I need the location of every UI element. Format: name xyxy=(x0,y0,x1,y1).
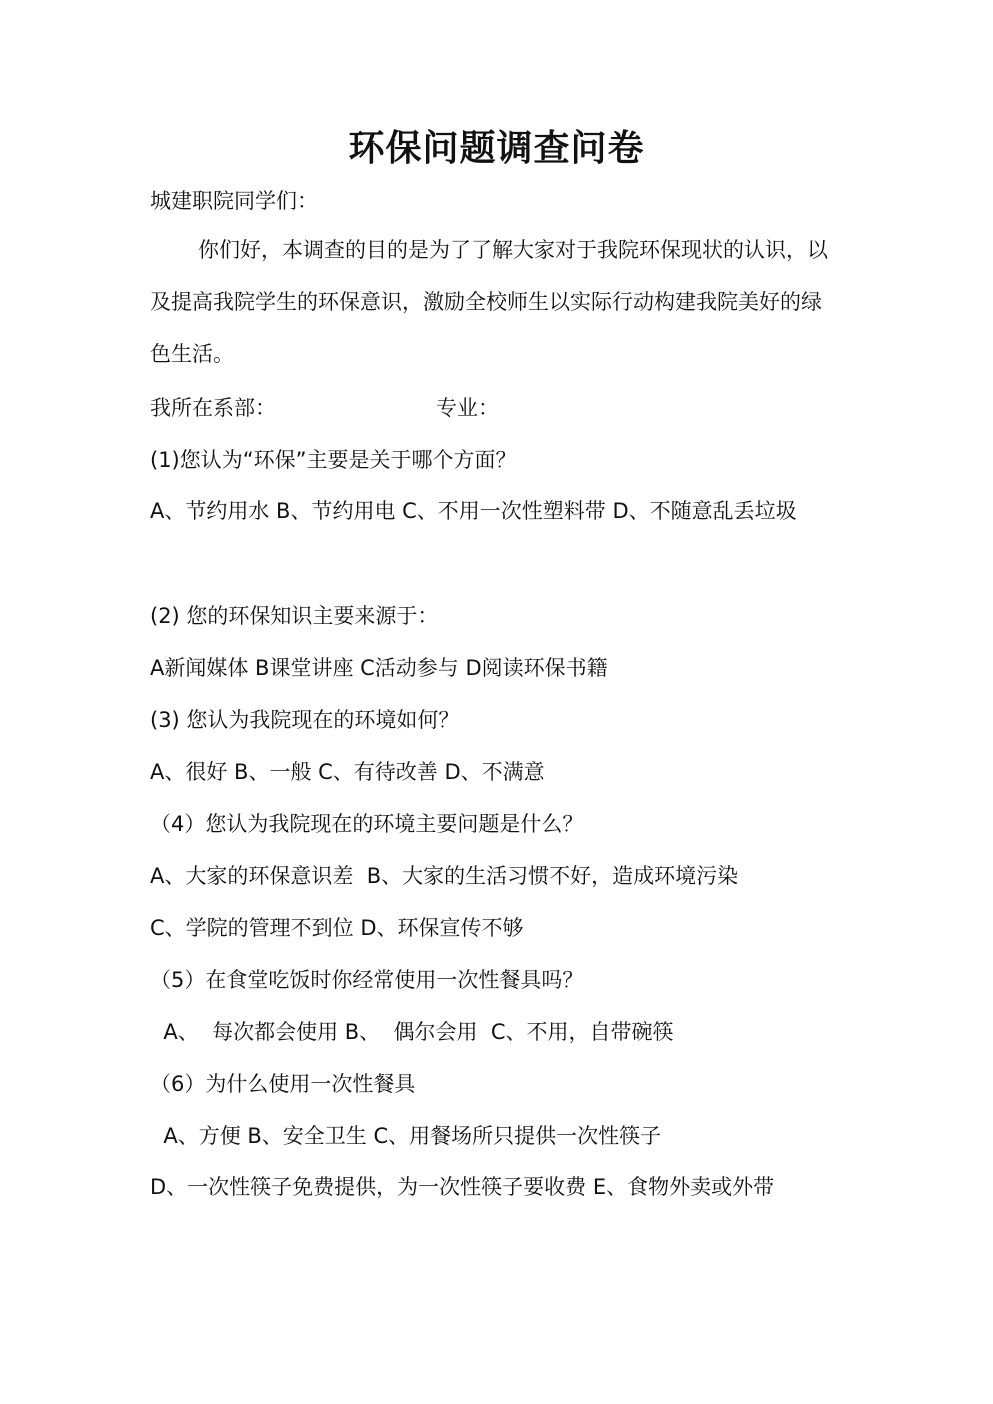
question-1: (1)您认为“环保”主要是关于哪个方面？ xyxy=(150,448,517,472)
page-title: 环保问题调查问卷 xyxy=(348,127,645,169)
major-label: 专业： xyxy=(436,396,499,420)
question-4: （4）您认为我院现在的环境主要问题是什么？ xyxy=(150,812,584,836)
question-4-options-2: C、学院的管理不到位 D、环保宣传不够 xyxy=(150,916,524,940)
question-6: （6）为什么使用一次性餐具 xyxy=(150,1072,416,1096)
question-5: （5）在食堂吃饭时你经常使用一次性餐具吗？ xyxy=(150,968,584,992)
question-1-options: A、节约用水 B、节约用电 C、不用一次性塑料带 D、不随意乱丢垃圾 xyxy=(150,499,797,523)
question-6-options: A、方便 B、安全卫生 C、用餐场所只提供一次性筷子 xyxy=(150,1124,662,1148)
question-4-options: A、大家的环保意识差 B、大家的生活习惯不好，造成环境污染 xyxy=(150,864,739,888)
greeting: 城建职院同学们： xyxy=(150,189,318,213)
info-fields xyxy=(150,393,499,423)
question-5-options: A、 每次都会使用 B、 偶尔会用 C、不用，自带碗筷 xyxy=(150,1020,674,1044)
question-3-options: A、很好 B、一般 C、有待改善 D、不满意 xyxy=(150,760,545,784)
question-2-options: A新闻媒体 B课堂讲座 C活动参与 D阅读环保书籍 xyxy=(150,656,608,680)
question-2: (2) 您的环保知识主要来源于： xyxy=(150,604,439,628)
intro-paragraph: 你们好，本调查的目的是为了了解大家对于我院环保现状的认识，以及提高我院学生的环保意识，激励全校师生以实际行动构建我院美好的绿色生活。 xyxy=(150,238,828,366)
question-6-options-2: D、一次性筷子免费提供，为一次性筷子要收费 E、食物外卖或外带 xyxy=(150,1175,775,1199)
question-3: (3) 您认为我院现在的环境如何？ xyxy=(150,708,460,732)
department-label: 我所在系部： xyxy=(150,396,276,420)
